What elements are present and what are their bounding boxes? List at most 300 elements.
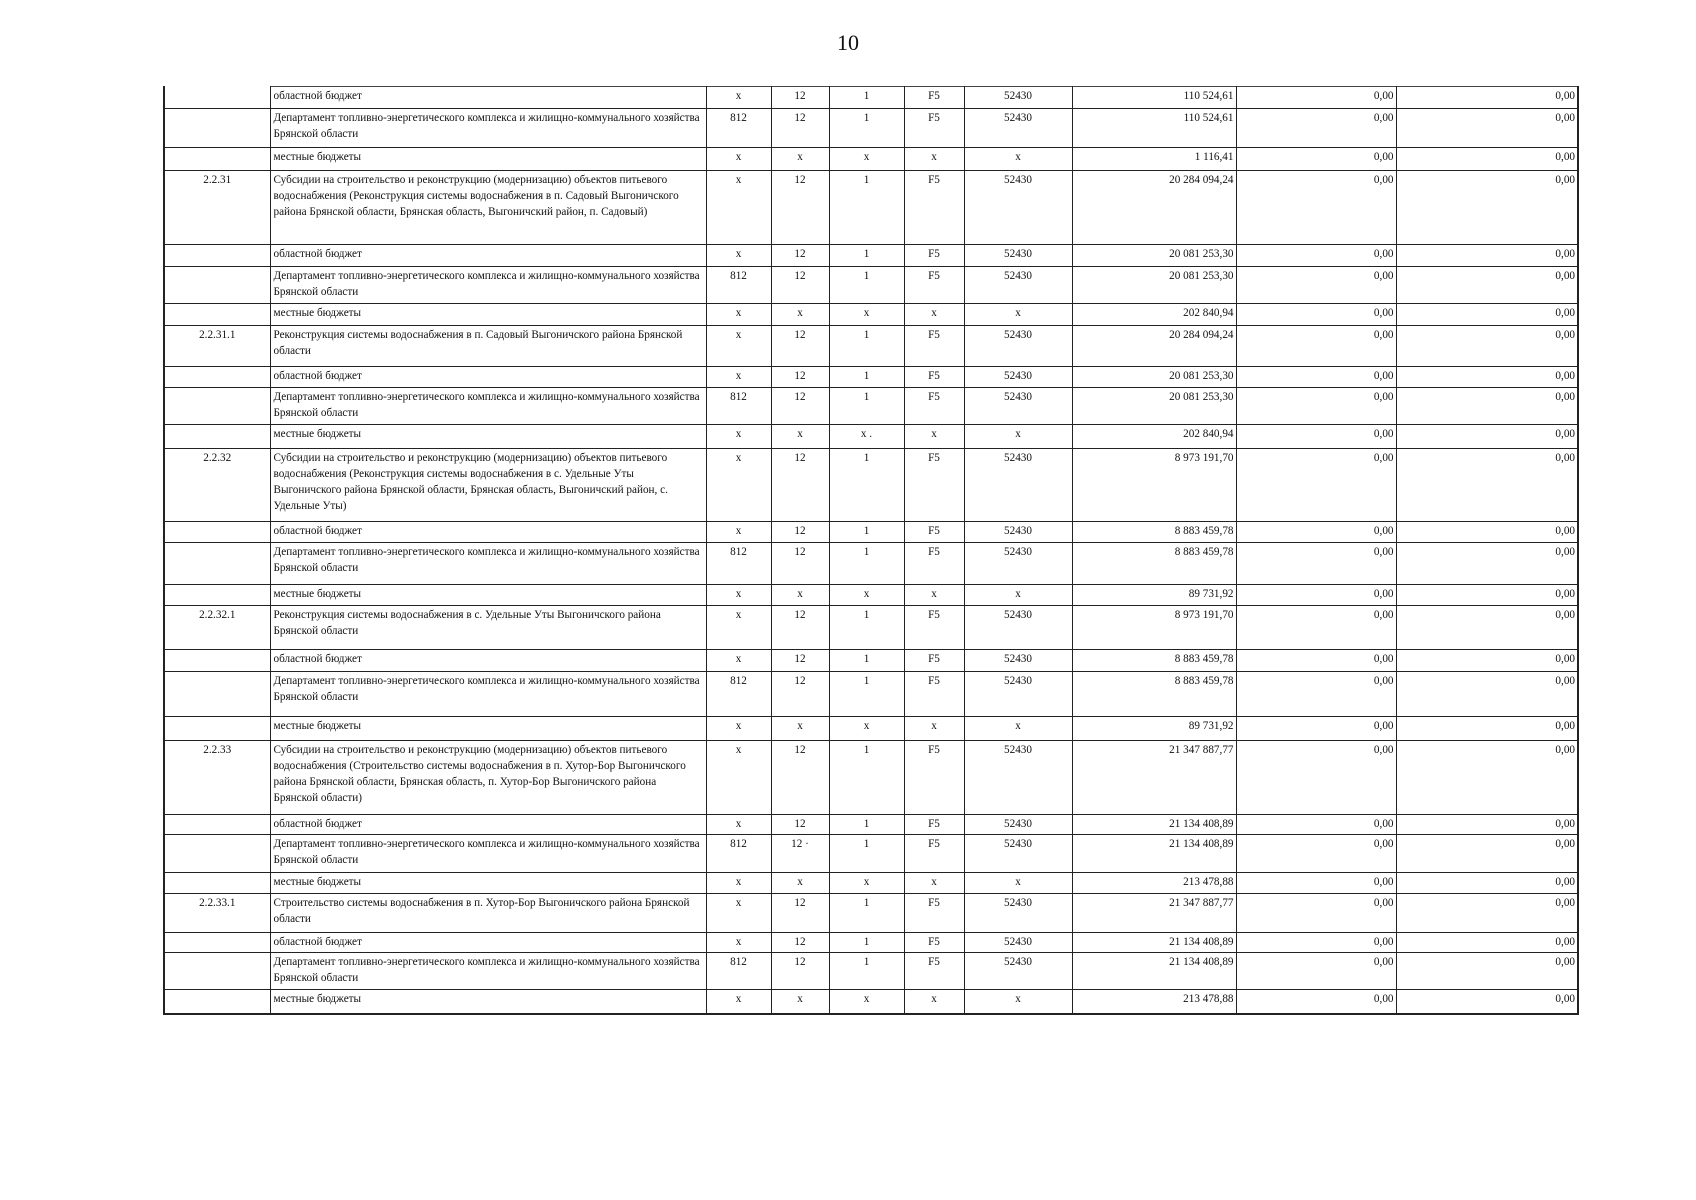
row-name: Реконструкция системы водоснабжения в с. Удельные Уты Выгоничского района Брянской области	[270, 606, 706, 650]
amount-year-2: 0,00	[1236, 741, 1396, 815]
table-row	[164, 953, 1578, 990]
row-name: местные бюджеты	[270, 873, 706, 894]
code-grbs: x	[706, 990, 771, 1014]
code-program: F5	[904, 267, 964, 304]
code-subsection: 1	[829, 367, 904, 388]
row-number	[164, 87, 270, 109]
amount-year-3: 0,00	[1396, 672, 1578, 717]
code-program: F5	[904, 953, 964, 990]
amount-year-1: 89 731,92	[1072, 585, 1236, 606]
row-number	[164, 717, 270, 741]
amount-year-1: 8 883 459,78	[1072, 672, 1236, 717]
code-direction: x	[964, 148, 1072, 171]
code-subsection: x .	[829, 425, 904, 449]
code-program: F5	[904, 109, 964, 148]
code-grbs: x	[706, 894, 771, 933]
table-row	[164, 148, 1578, 171]
table-row	[164, 326, 1578, 367]
code-section: 12	[771, 650, 829, 672]
code-program: x	[904, 585, 964, 606]
amount-year-1: 213 478,88	[1072, 990, 1236, 1014]
row-name: областной бюджет	[270, 245, 706, 267]
code-section: 12	[771, 933, 829, 953]
table-row	[164, 171, 1578, 245]
code-direction: 52430	[964, 741, 1072, 815]
row-number	[164, 109, 270, 148]
table-row	[164, 835, 1578, 873]
code-grbs: x	[706, 933, 771, 953]
amount-year-2: 0,00	[1236, 522, 1396, 543]
row-number	[164, 267, 270, 304]
code-subsection: 1	[829, 543, 904, 585]
amount-year-3: 0,00	[1396, 109, 1578, 148]
amount-year-1: 20 081 253,30	[1072, 388, 1236, 425]
code-subsection: 1	[829, 326, 904, 367]
code-program: x	[904, 717, 964, 741]
amount-year-2: 0,00	[1236, 990, 1396, 1014]
amount-year-1: 213 478,88	[1072, 873, 1236, 894]
code-subsection: 1	[829, 815, 904, 835]
code-subsection: 1	[829, 267, 904, 304]
code-direction: 52430	[964, 388, 1072, 425]
code-grbs: x	[706, 367, 771, 388]
row-name: Департамент топливно-энергетического комплекса и жилищно-коммунального хозяйства Брянской области	[270, 835, 706, 873]
code-subsection: 1	[829, 171, 904, 245]
code-grbs: x	[706, 650, 771, 672]
row-name: местные бюджеты	[270, 148, 706, 171]
amount-year-2: 0,00	[1236, 650, 1396, 672]
code-direction: 52430	[964, 815, 1072, 835]
amount-year-3: 0,00	[1396, 367, 1578, 388]
amount-year-1: 8 883 459,78	[1072, 543, 1236, 585]
row-name: Субсидии на строительство и реконструкцию (модернизацию) объектов питьевого водоснабжения (Реконструкция системы водоснабжения в с. Удельные Уты Выгоничского района Брянской области, Брянская область, Выгоничский район, с. Удельные Уты)	[270, 449, 706, 522]
code-program: F5	[904, 672, 964, 717]
row-name: областной бюджет	[270, 815, 706, 835]
code-program: F5	[904, 543, 964, 585]
amount-year-1: 8 973 191,70	[1072, 606, 1236, 650]
code-subsection: 1	[829, 894, 904, 933]
amount-year-1: 8 883 459,78	[1072, 522, 1236, 543]
row-name: Департамент топливно-энергетического комплекса и жилищно-коммунального хозяйства Брянской области	[270, 543, 706, 585]
code-subsection: 1	[829, 672, 904, 717]
code-grbs: 812	[706, 109, 771, 148]
code-section: 12	[771, 245, 829, 267]
amount-year-1: 202 840,94	[1072, 304, 1236, 326]
code-grbs: x	[706, 304, 771, 326]
code-subsection: x	[829, 717, 904, 741]
amount-year-1: 21 347 887,77	[1072, 894, 1236, 933]
code-section: 12	[771, 606, 829, 650]
page-number: 10	[837, 30, 859, 55]
code-subsection: 1	[829, 109, 904, 148]
code-subsection: 1	[829, 741, 904, 815]
amount-year-3: 0,00	[1396, 894, 1578, 933]
amount-year-2: 0,00	[1236, 543, 1396, 585]
amount-year-1: 110 524,61	[1072, 109, 1236, 148]
row-number	[164, 990, 270, 1014]
code-section: x	[771, 304, 829, 326]
code-subsection: 1	[829, 650, 904, 672]
table-row	[164, 388, 1578, 425]
code-grbs: 812	[706, 543, 771, 585]
code-subsection: 1	[829, 933, 904, 953]
code-grbs: 812	[706, 672, 771, 717]
code-direction: 52430	[964, 171, 1072, 245]
code-section: 12	[771, 388, 829, 425]
code-section: 12	[771, 741, 829, 815]
code-direction: 52430	[964, 245, 1072, 267]
code-subsection: 1	[829, 388, 904, 425]
code-direction: 52430	[964, 650, 1072, 672]
code-subsection: 1	[829, 87, 904, 109]
row-number	[164, 148, 270, 171]
code-program: F5	[904, 606, 964, 650]
amount-year-3: 0,00	[1396, 933, 1578, 953]
code-program: x	[904, 990, 964, 1014]
row-number	[164, 873, 270, 894]
code-section: 12	[771, 953, 829, 990]
code-grbs: x	[706, 717, 771, 741]
code-section: x	[771, 425, 829, 449]
row-name: местные бюджеты	[270, 717, 706, 741]
amount-year-1: 8 973 191,70	[1072, 449, 1236, 522]
code-section: x	[771, 717, 829, 741]
code-grbs: x	[706, 873, 771, 894]
table-row	[164, 585, 1578, 606]
amount-year-3: 0,00	[1396, 388, 1578, 425]
amount-year-1: 110 524,61	[1072, 87, 1236, 109]
amount-year-2: 0,00	[1236, 606, 1396, 650]
code-grbs: 812	[706, 388, 771, 425]
code-subsection: x	[829, 990, 904, 1014]
code-direction: 52430	[964, 522, 1072, 543]
amount-year-2: 0,00	[1236, 367, 1396, 388]
amount-year-2: 0,00	[1236, 835, 1396, 873]
code-subsection: 1	[829, 953, 904, 990]
amount-year-3: 0,00	[1396, 267, 1578, 304]
table-row	[164, 87, 1578, 109]
amount-year-3: 0,00	[1396, 717, 1578, 741]
amount-year-2: 0,00	[1236, 717, 1396, 741]
table-row	[164, 425, 1578, 449]
amount-year-3: 0,00	[1396, 873, 1578, 894]
amount-year-2: 0,00	[1236, 425, 1396, 449]
row-name: областной бюджет	[270, 87, 706, 109]
row-name: областной бюджет	[270, 650, 706, 672]
row-name: областной бюджет	[270, 933, 706, 953]
row-number	[164, 650, 270, 672]
code-program: F5	[904, 367, 964, 388]
table-row	[164, 522, 1578, 543]
code-program: F5	[904, 245, 964, 267]
amount-year-2: 0,00	[1236, 326, 1396, 367]
amount-year-2: 0,00	[1236, 873, 1396, 894]
table-row	[164, 933, 1578, 953]
code-program: F5	[904, 650, 964, 672]
code-program: F5	[904, 326, 964, 367]
code-direction: 52430	[964, 367, 1072, 388]
code-direction: x	[964, 717, 1072, 741]
row-number	[164, 304, 270, 326]
amount-year-1: 20 081 253,30	[1072, 245, 1236, 267]
amount-year-1: 21 134 408,89	[1072, 953, 1236, 990]
amount-year-3: 0,00	[1396, 87, 1578, 109]
code-direction: 52430	[964, 87, 1072, 109]
code-grbs: x	[706, 815, 771, 835]
code-section: 12	[771, 109, 829, 148]
table-row	[164, 304, 1578, 326]
code-direction: 52430	[964, 672, 1072, 717]
amount-year-1: 21 134 408,89	[1072, 933, 1236, 953]
table-row	[164, 543, 1578, 585]
code-section: 12 ·	[771, 835, 829, 873]
code-section: 12	[771, 894, 829, 933]
amount-year-2: 0,00	[1236, 585, 1396, 606]
budget-table-body	[164, 87, 1578, 1014]
amount-year-2: 0,00	[1236, 388, 1396, 425]
code-grbs: x	[706, 522, 771, 543]
row-name: областной бюджет	[270, 367, 706, 388]
amount-year-2: 0,00	[1236, 953, 1396, 990]
code-section: x	[771, 585, 829, 606]
amount-year-2: 0,00	[1236, 171, 1396, 245]
row-number: 2.2.33	[164, 741, 270, 815]
code-program: x	[904, 148, 964, 171]
code-grbs: x	[706, 326, 771, 367]
amount-year-2: 0,00	[1236, 87, 1396, 109]
amount-year-1: 89 731,92	[1072, 717, 1236, 741]
row-number	[164, 672, 270, 717]
amount-year-1: 20 081 253,30	[1072, 267, 1236, 304]
code-program: x	[904, 304, 964, 326]
row-number	[164, 835, 270, 873]
amount-year-3: 0,00	[1396, 326, 1578, 367]
table-row	[164, 109, 1578, 148]
row-number	[164, 425, 270, 449]
code-subsection: 1	[829, 449, 904, 522]
code-grbs: x	[706, 449, 771, 522]
code-subsection: 1	[829, 606, 904, 650]
row-number: 2.2.31.1	[164, 326, 270, 367]
row-name: местные бюджеты	[270, 425, 706, 449]
table-row	[164, 741, 1578, 815]
code-program: F5	[904, 933, 964, 953]
amount-year-3: 0,00	[1396, 835, 1578, 873]
amount-year-2: 0,00	[1236, 245, 1396, 267]
row-number: 2.2.31	[164, 171, 270, 245]
code-direction: x	[964, 990, 1072, 1014]
code-direction: 52430	[964, 543, 1072, 585]
code-section: 12	[771, 522, 829, 543]
code-subsection: 1	[829, 245, 904, 267]
code-grbs: 812	[706, 953, 771, 990]
code-grbs: x	[706, 585, 771, 606]
row-name: местные бюджеты	[270, 990, 706, 1014]
row-name: областной бюджет	[270, 522, 706, 543]
code-section: 12	[771, 326, 829, 367]
code-program: x	[904, 425, 964, 449]
row-name: местные бюджеты	[270, 585, 706, 606]
code-section: x	[771, 990, 829, 1014]
table-row	[164, 449, 1578, 522]
code-program: F5	[904, 171, 964, 245]
budget-table-container	[163, 86, 1579, 1015]
code-section: 12	[771, 267, 829, 304]
code-direction: 52430	[964, 109, 1072, 148]
code-direction: x	[964, 873, 1072, 894]
code-section: 12	[771, 87, 829, 109]
amount-year-1: 20 081 253,30	[1072, 367, 1236, 388]
table-row	[164, 267, 1578, 304]
code-direction: 52430	[964, 606, 1072, 650]
code-subsection: x	[829, 585, 904, 606]
code-program: F5	[904, 522, 964, 543]
code-section: x	[771, 148, 829, 171]
row-number	[164, 815, 270, 835]
amount-year-1: 8 883 459,78	[1072, 650, 1236, 672]
table-row	[164, 606, 1578, 650]
row-number: 2.2.32.1	[164, 606, 270, 650]
code-subsection: x	[829, 304, 904, 326]
amount-year-2: 0,00	[1236, 815, 1396, 835]
table-row	[164, 367, 1578, 388]
table-row	[164, 815, 1578, 835]
row-number	[164, 367, 270, 388]
amount-year-2: 0,00	[1236, 304, 1396, 326]
row-number	[164, 933, 270, 953]
row-name: Департамент топливно-энергетического комплекса и жилищно-коммунального хозяйства Брянской области	[270, 267, 706, 304]
code-program: F5	[904, 894, 964, 933]
code-grbs: x	[706, 148, 771, 171]
code-direction: 52430	[964, 953, 1072, 990]
row-name: Строительство системы водоснабжения в п. Хутор-Бор Выгоничского района Брянской области	[270, 894, 706, 933]
row-number	[164, 388, 270, 425]
amount-year-2: 0,00	[1236, 894, 1396, 933]
amount-year-3: 0,00	[1396, 815, 1578, 835]
row-number: 2.2.32	[164, 449, 270, 522]
code-program: F5	[904, 741, 964, 815]
table-row	[164, 873, 1578, 894]
amount-year-2: 0,00	[1236, 148, 1396, 171]
amount-year-3: 0,00	[1396, 425, 1578, 449]
code-direction: 52430	[964, 933, 1072, 953]
code-section: 12	[771, 672, 829, 717]
row-number	[164, 953, 270, 990]
code-section: 12	[771, 171, 829, 245]
amount-year-3: 0,00	[1396, 585, 1578, 606]
amount-year-3: 0,00	[1396, 953, 1578, 990]
amount-year-2: 0,00	[1236, 672, 1396, 717]
code-direction: 52430	[964, 894, 1072, 933]
code-section: 12	[771, 449, 829, 522]
amount-year-2: 0,00	[1236, 109, 1396, 148]
amount-year-3: 0,00	[1396, 449, 1578, 522]
amount-year-1: 202 840,94	[1072, 425, 1236, 449]
row-name: Субсидии на строительство и реконструкцию (модернизацию) объектов питьевого водоснабжения (Реконструкция системы водоснабжения в п. Садовый Выгоничского района Брянской области, Брянская область, Выгоничский район, п. Садовый)	[270, 171, 706, 245]
amount-year-3: 0,00	[1396, 171, 1578, 245]
table-row	[164, 672, 1578, 717]
table-row	[164, 717, 1578, 741]
code-subsection: x	[829, 873, 904, 894]
code-grbs: x	[706, 606, 771, 650]
code-grbs: x	[706, 741, 771, 815]
code-subsection: 1	[829, 522, 904, 543]
row-name: Департамент топливно-энергетического комплекса и жилищно-коммунального хозяйства Брянской области	[270, 672, 706, 717]
row-number: 2.2.33.1	[164, 894, 270, 933]
code-direction: 52430	[964, 267, 1072, 304]
amount-year-3: 0,00	[1396, 741, 1578, 815]
code-grbs: x	[706, 87, 771, 109]
code-subsection: x	[829, 148, 904, 171]
code-program: x	[904, 873, 964, 894]
row-number	[164, 522, 270, 543]
code-grbs: x	[706, 245, 771, 267]
row-name: Департамент топливно-энергетического комплекса и жилищно-коммунального хозяйства Брянской области	[270, 388, 706, 425]
row-name: Субсидии на строительство и реконструкцию (модернизацию) объектов питьевого водоснабжения (Строительство системы водоснабжения в п. Хутор-Бор Выгоничского района Брянской области, Брянская область, п. Хутор-Бор Выгоничского района Брянской области)	[270, 741, 706, 815]
amount-year-1: 1 116,41	[1072, 148, 1236, 171]
code-program: F5	[904, 835, 964, 873]
code-direction: x	[964, 585, 1072, 606]
amount-year-3: 0,00	[1396, 606, 1578, 650]
code-grbs: x	[706, 425, 771, 449]
amount-year-1: 21 134 408,89	[1072, 835, 1236, 873]
code-program: F5	[904, 388, 964, 425]
amount-year-3: 0,00	[1396, 543, 1578, 585]
row-number	[164, 543, 270, 585]
amount-year-2: 0,00	[1236, 449, 1396, 522]
table-row	[164, 650, 1578, 672]
code-grbs: 812	[706, 267, 771, 304]
row-name: Реконструкция системы водоснабжения в п. Садовый Выгоничского района Брянской области	[270, 326, 706, 367]
row-name: Департамент топливно-энергетического комплекса и жилищно-коммунального хозяйства Брянской области	[270, 953, 706, 990]
code-program: F5	[904, 449, 964, 522]
amount-year-1: 21 134 408,89	[1072, 815, 1236, 835]
amount-year-3: 0,00	[1396, 148, 1578, 171]
table-row	[164, 990, 1578, 1014]
amount-year-2: 0,00	[1236, 267, 1396, 304]
code-section: 12	[771, 815, 829, 835]
code-section: x	[771, 873, 829, 894]
amount-year-2: 0,00	[1236, 933, 1396, 953]
amount-year-3: 0,00	[1396, 990, 1578, 1014]
amount-year-1: 20 284 094,24	[1072, 171, 1236, 245]
row-number	[164, 585, 270, 606]
amount-year-3: 0,00	[1396, 245, 1578, 267]
code-subsection: 1	[829, 835, 904, 873]
code-grbs: 812	[706, 835, 771, 873]
code-direction: x	[964, 425, 1072, 449]
code-section: 12	[771, 543, 829, 585]
row-number	[164, 245, 270, 267]
amount-year-3: 0,00	[1396, 650, 1578, 672]
code-program: F5	[904, 815, 964, 835]
code-direction: 52430	[964, 449, 1072, 522]
code-direction: 52430	[964, 835, 1072, 873]
code-direction: x	[964, 304, 1072, 326]
code-program: F5	[904, 87, 964, 109]
table-row	[164, 894, 1578, 933]
amount-year-1: 21 347 887,77	[1072, 741, 1236, 815]
table-row	[164, 245, 1578, 267]
amount-year-3: 0,00	[1396, 304, 1578, 326]
row-name: местные бюджеты	[270, 304, 706, 326]
code-section: 12	[771, 367, 829, 388]
row-name: Департамент топливно-энергетического комплекса и жилищно-коммунального хозяйства Брянской области	[270, 109, 706, 148]
code-direction: 52430	[964, 326, 1072, 367]
code-grbs: x	[706, 171, 771, 245]
budget-table	[163, 86, 1579, 1015]
amount-year-3: 0,00	[1396, 522, 1578, 543]
